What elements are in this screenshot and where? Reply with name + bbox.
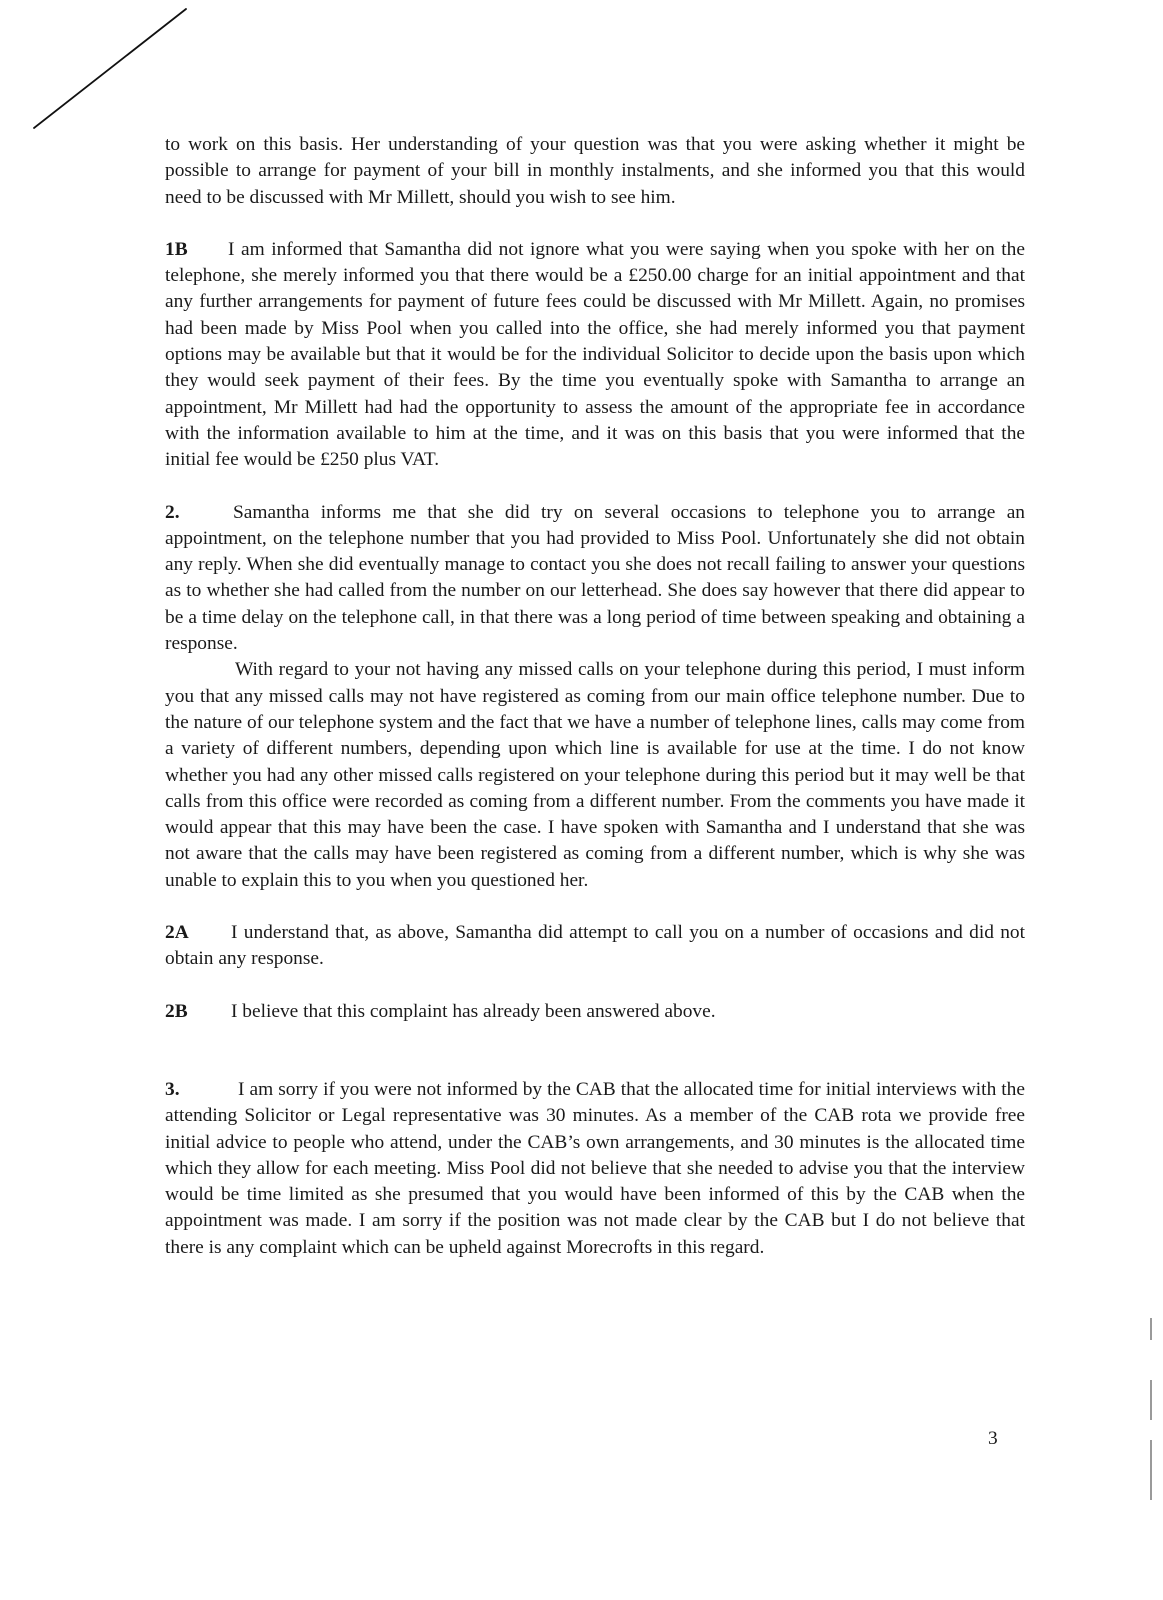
handwritten-slash-mark xyxy=(0,0,200,140)
paragraph-label: 2A xyxy=(165,922,189,944)
paragraph-text: I am sorry if you were not informed by the CAB that the allocated time for initial interviews with the attending Solicitor or Legal representative was 30 minutes. As a member of the CAB rota we provide free initial advice to people who attend, under the CAB’s own arrangements, and 30 minutes is the allocated time which they allow for each meeting. Miss Pool did not believe that she needed to advise you that the interview would be time limited as she presumed that you would have been informed of this by the CAB when the appointment was made. I am sorry if the position was not made clear by the CAB but I do not believe that there is any complaint which can be upheld against Morecrofts in this regard. xyxy=(165,1078,1025,1258)
paragraph-text: Samantha informs me that she did try on several occasions to telephone you to arrange an appointment, on the telephone number that you had provided to Miss Pool. Unfortunately she did not obtain any reply. When she did eventually manage to contact you she does not recall failing to answer your questions as to whether she had called from the number on our letterhead. She does say however that there did appear to be a time delay on the telephone call, in that there was a long period of time between speaking and obtaining a response. xyxy=(165,501,1025,655)
paragraph-2b xyxy=(165,999,1025,1025)
letter-body xyxy=(165,132,1025,1261)
paragraph-text: to work on this basis. Her understanding of your question was that you were asking whether it might be possible to arrange for payment of your bill in monthly instalments, and she informed you that this would need to be discussed with Mr Millett, should you wish to see him. xyxy=(165,134,1025,208)
scan-edge-mark xyxy=(1150,1440,1152,1500)
paragraph-3 xyxy=(165,1077,1025,1261)
paragraph-label: 2. xyxy=(165,501,180,523)
paragraph-text: I believe that this complaint has already been answered above. xyxy=(231,1000,716,1022)
paragraph-1b xyxy=(165,237,1025,474)
paragraph-label: 1B xyxy=(165,238,188,260)
paragraph-2a xyxy=(165,920,1025,973)
paragraph-2-continued xyxy=(165,657,1025,894)
paragraph-continuation xyxy=(165,132,1025,211)
paragraph-label: 2B xyxy=(165,1000,188,1022)
paragraph-2 xyxy=(165,500,1025,658)
scan-edge-mark xyxy=(1150,1380,1152,1420)
paragraph-text: With regard to your not having any missed calls on your telephone during this period, I must inform you that any missed calls may not have registered as coming from our main office telephone number. Due to the nature of our telephone system and the fact that we have a number of telephone lines, calls may come from a variety of different numbers, depending upon which line is available for use at the time. I do not know whether you had any other missed calls registered on your telephone during this period but it may well be that calls from this office were recorded as coming from a different number. From the comments you have made it would appear that this may have been the case. I have spoken with Samantha and I understand that she was not aware that the calls may have been registered as coming from a different number, which is why she was unable to explain this to you when you questioned her. xyxy=(165,659,1025,891)
paragraph-text: I understand that, as above, Samantha did attempt to call you on a number of occasions and did not obtain any response. xyxy=(165,922,1025,970)
paragraph-text: I am informed that Samantha did not ignore what you were saying when you spoke with her on the telephone, she merely informed you that there would be a £250.00 charge for an initial appointment and that any further arrangements for payment of future fees could be discussed with Mr Millett. Again, no promises had been made by Miss Pool when you called into the office, she had merely informed you that payment options may be available but that it would be for the individual Solicitor to decide upon the basis upon which they would seek payment of their fees. By the time you eventually spoke with Samantha to arrange an appointment, Mr Millett had had the opportunity to assess the amount of the appropriate fee in accordance with the information available to him at the time, and it was on this basis that you were informed that the initial fee would be £250 plus VAT. xyxy=(165,238,1025,471)
paragraph-label: 3. xyxy=(165,1078,180,1100)
scan-edge-mark xyxy=(1150,1318,1152,1340)
page-number: 3 xyxy=(988,1428,998,1449)
